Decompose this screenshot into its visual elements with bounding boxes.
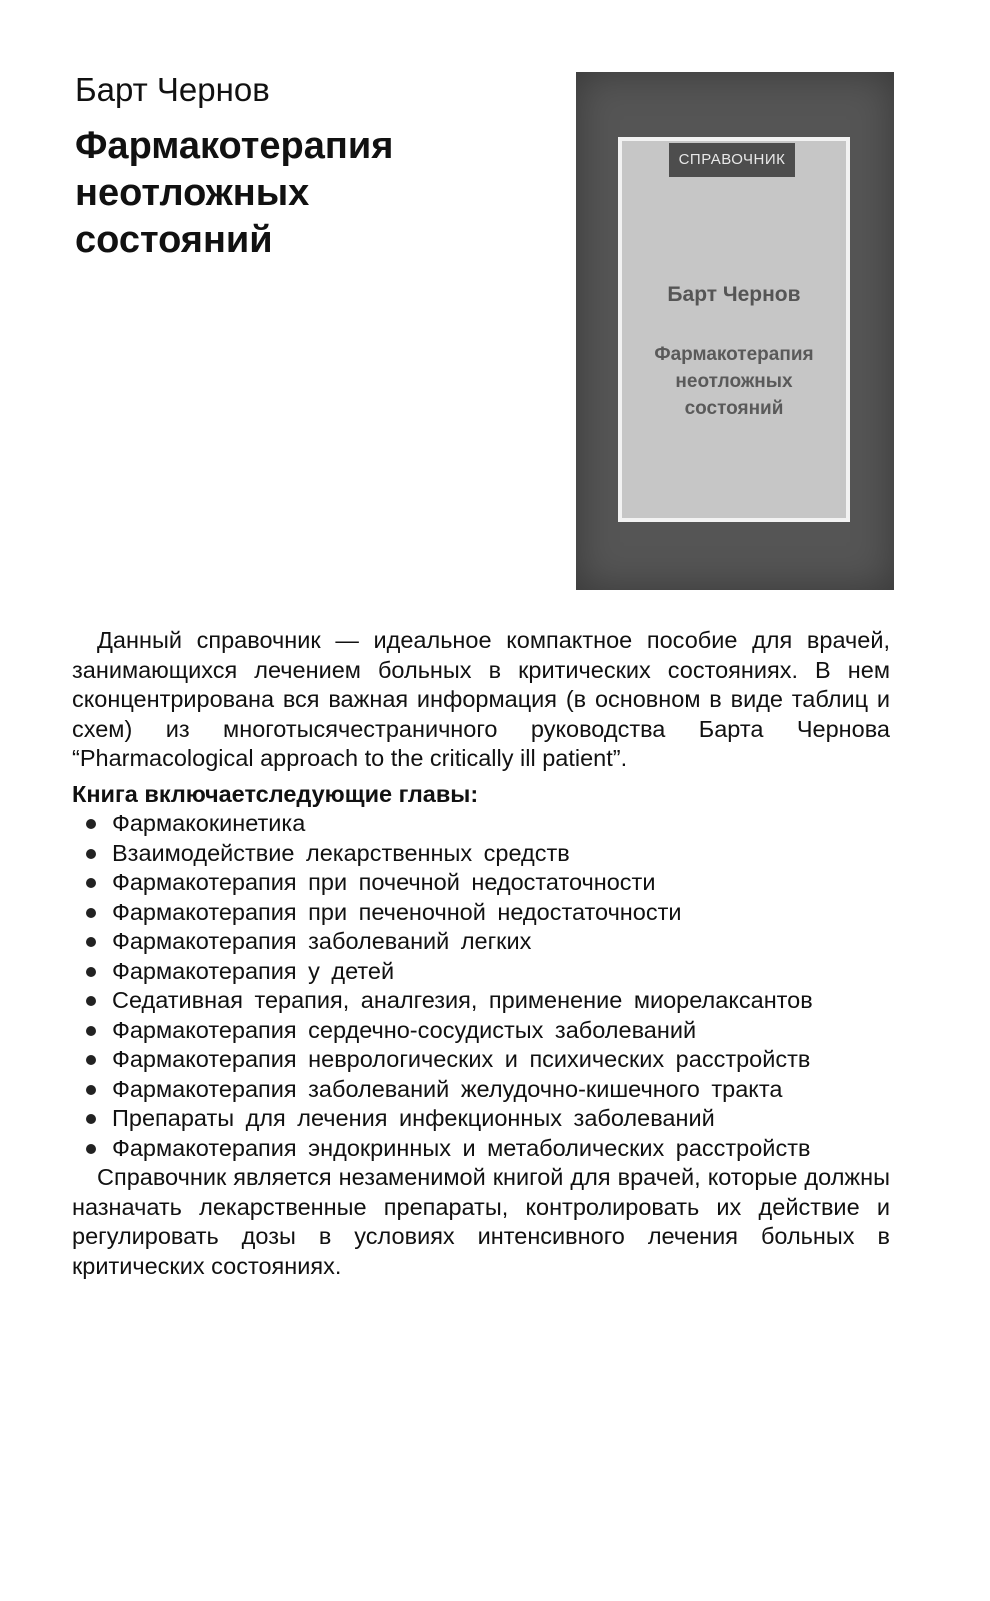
list-item: Взаимодействие лекарственных средств: [84, 839, 890, 869]
chapters-heading: Книга включаетследующие главы:: [72, 780, 479, 807]
list-item: Фармакотерапия неврологических и психических расстройств: [84, 1045, 890, 1075]
list-item: Фармакотерапия заболеваний легких: [84, 927, 890, 957]
list-item: Фармакотерапия сердечно-сосудистых заболеваний: [84, 1016, 890, 1046]
book-title-line: Фармакотерапия: [75, 125, 394, 167]
outro-paragraph: Справочник является незаменимой книгой для врачей, которые должны назначать лекарственные препараты, контролировать их действие и регулировать дозы в условиях интенсивного лечения больных в критических состояниях.: [72, 1164, 890, 1279]
book-title-line: состояний: [75, 219, 273, 261]
list-item: Фармакотерапия у детей: [84, 957, 890, 987]
cover-author: Барт Чернов: [667, 283, 801, 306]
list-item: Фармакокинетика: [84, 809, 890, 839]
cover-title-line: неотложных: [675, 371, 793, 392]
cover-panel: [618, 137, 850, 522]
list-item: Препараты для лечения инфекционных заболеваний: [84, 1104, 890, 1134]
book-author: Барт Чернов: [75, 71, 270, 108]
description: [72, 626, 890, 1281]
list-item: Седативная терапия, аналгезия, применение миорелаксантов: [84, 986, 890, 1016]
list-item: Фармакотерапия эндокринных и метаболических расстройств: [84, 1134, 890, 1164]
book-cover-image: [576, 72, 894, 590]
book-title-line: неотложных: [75, 172, 310, 214]
list-item: Фармакотерапия при печеночной недостаточности: [84, 898, 890, 928]
list-item: Фармакотерапия при почечной недостаточности: [84, 868, 890, 898]
cover-title: [622, 341, 846, 422]
chapters-list: [72, 809, 890, 1163]
list-item: Фармакотерапия заболеваний желудочно-кишечного тракта: [84, 1075, 890, 1105]
cover-title-line: состояний: [684, 398, 784, 419]
intro-paragraph: Данный справочник — идеальное компактное пособие для врачей, занимающихся лечением больных в критических состояниях. В нем сконцентрирована вся важная информация (в основном в виде таблиц и схем) из многотысячестраничного руководства Барта Чернова “Pharmacological approach to the critically ill patient”.: [72, 627, 890, 771]
book-title: [75, 123, 515, 264]
cover-title-line: Фармакотерапия: [654, 344, 814, 365]
cover-badge: СПРАВОЧНИК: [669, 143, 795, 177]
